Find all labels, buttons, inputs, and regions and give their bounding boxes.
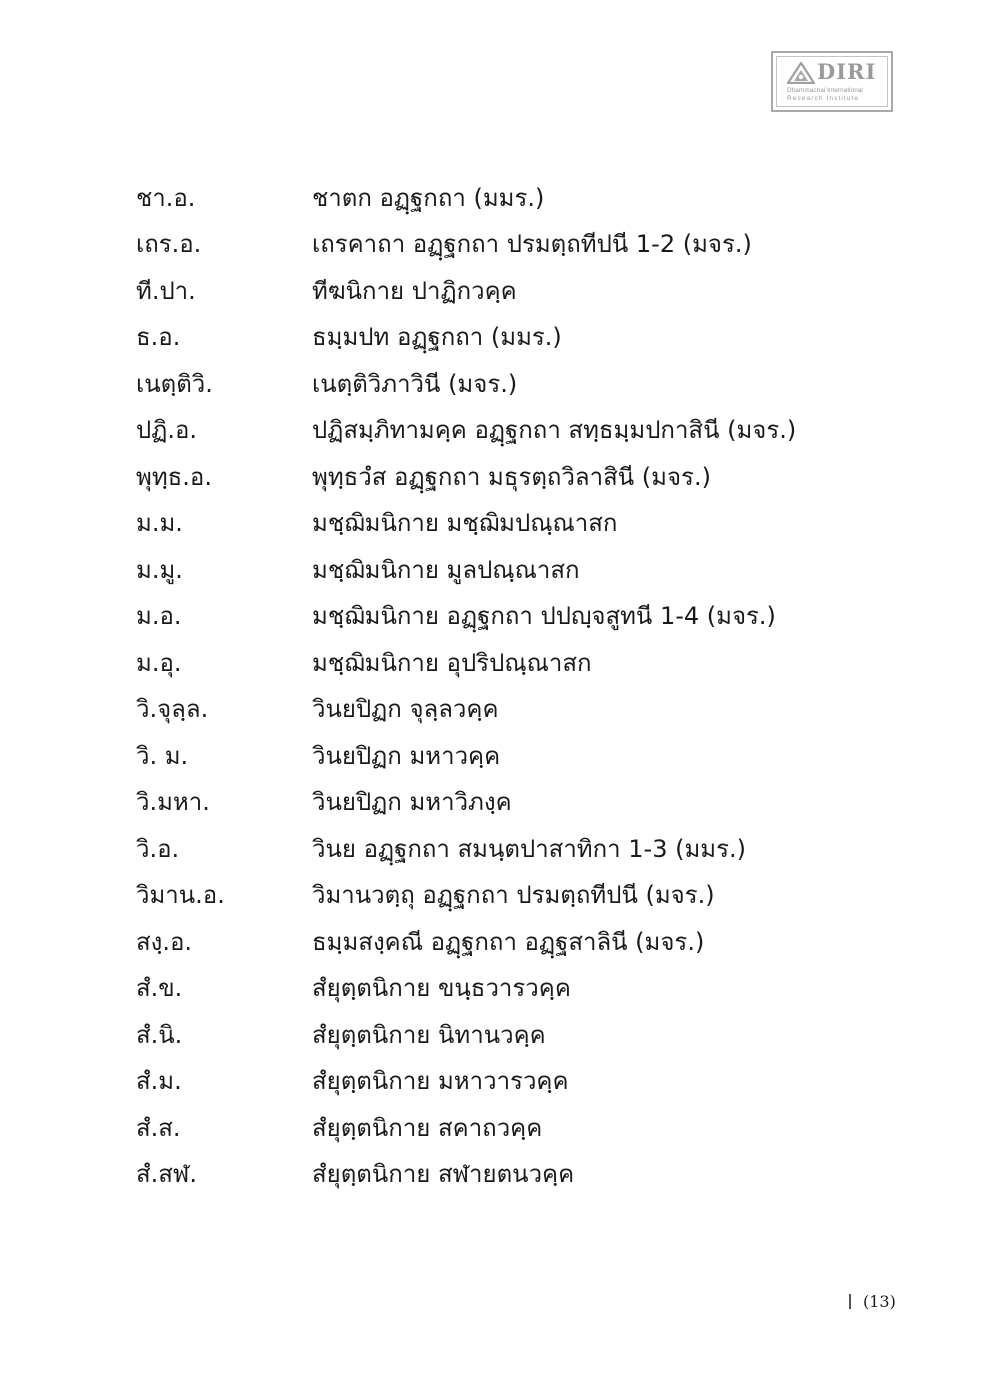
abbreviation-code: ปฏิ.อ. (136, 416, 198, 445)
abbreviation-code: วิมาน.อ. (136, 881, 225, 910)
diri-triangle-icon (787, 62, 815, 84)
abbreviation-row (136, 825, 856, 872)
abbreviation-row (136, 639, 856, 686)
abbreviation-description: มชฺฌิมนิกาย อฏฺฐกถา ปปญฺจสูทนี 1-4 (มจร.) (312, 602, 776, 631)
abbreviation-description: สํยุตฺตนิกาย สฬายตนวคฺค (312, 1160, 575, 1189)
logo-subtitle-line2: Research Institute (787, 95, 860, 102)
abbreviation-description: สํยุตฺตนิกาย ขนฺธวารวคฺค (312, 974, 571, 1003)
abbreviation-row (136, 918, 856, 965)
page-footer (849, 1292, 896, 1311)
abbreviation-code: สงฺ.อ. (136, 927, 193, 956)
abbreviation-row (136, 500, 856, 547)
abbreviation-row (136, 174, 856, 221)
abbreviation-list (136, 174, 856, 1197)
logo-subtitle-line1: Dhammachai International (787, 87, 863, 94)
diri-logo (771, 51, 893, 112)
abbreviation-code: พุทฺธ.อ. (136, 462, 212, 491)
abbreviation-code: ม.อ. (136, 602, 182, 631)
abbreviation-code: เนตฺติวิ. (136, 369, 213, 398)
abbreviation-row (136, 1011, 856, 1058)
abbreviation-code: ม.มู. (136, 555, 183, 584)
abbreviation-row (136, 779, 856, 826)
abbreviation-row (136, 872, 856, 919)
abbreviation-code: วิ. ม. (136, 741, 189, 770)
abbreviation-description: เนตฺติวิภาวินี (มจร.) (312, 369, 518, 398)
abbreviation-row (136, 407, 856, 454)
abbreviation-code: ชา.อ. (136, 183, 196, 212)
abbreviation-code: วิ.มหา. (136, 788, 210, 817)
abbreviation-row (136, 314, 856, 361)
abbreviation-description: ธมฺมปท อฏฺฐกถา (มมร.) (312, 323, 562, 352)
logo-name: DIRI (817, 59, 877, 84)
abbreviation-description: สํยุตฺตนิกาย มหาวารวคฺค (312, 1067, 569, 1096)
abbreviation-description: มชฺฌิมนิกาย มูลปณฺณาสก (312, 555, 580, 584)
abbreviation-code: ธ.อ. (136, 323, 181, 352)
abbreviation-description: วิมานวตฺถุ อฏฺฐกถา ปรมตฺถทีปนี (มจร.) (312, 881, 715, 910)
page-number: (13) (863, 1292, 896, 1311)
abbreviation-description: ธมฺมสงฺคณี อฏฺฐกถา อฏฺฐสาลินี (มจร.) (312, 927, 705, 956)
abbreviation-row (136, 686, 856, 733)
abbreviation-row (136, 1058, 856, 1105)
abbreviation-description: เถรคาถา อฏฺฐกถา ปรมตฺถทีปนี 1-2 (มจร.) (312, 230, 752, 259)
abbreviation-code: สํ.สฬ. (136, 1160, 197, 1189)
abbreviation-row (136, 546, 856, 593)
abbreviation-description: ทีฆนิกาย ปาฏิกวคฺค (312, 276, 517, 305)
abbreviation-row (136, 965, 856, 1012)
abbreviation-code: ที.ปา. (136, 276, 196, 305)
abbreviation-code: ม.ม. (136, 509, 183, 538)
abbreviation-code: สํ.ส. (136, 1113, 181, 1142)
abbreviation-row (136, 1104, 856, 1151)
abbreviation-description: วินย อฏฺฐกถา สมนฺตปาสาทิกา 1-3 (มมร.) (312, 834, 746, 863)
abbreviation-description: ปฏิสมฺภิทามคฺค อฏฺฐกถา สทฺธมฺมปกาสินี (มจร.) (312, 416, 797, 445)
abbreviation-description: สํยุตฺตนิกาย สคาถวคฺค (312, 1113, 543, 1142)
abbreviation-description: วินยปิฏก มหาวคฺค (312, 741, 501, 770)
abbreviation-row (136, 732, 856, 779)
abbreviation-code: สํ.นิ. (136, 1020, 183, 1049)
abbreviation-description: วินยปิฏก มหาวิภงฺค (312, 788, 512, 817)
abbreviation-row (136, 221, 856, 268)
abbreviation-code: เถร.อ. (136, 230, 202, 259)
abbreviation-description: มชฺฌิมนิกาย อุปริปณฺณาสก (312, 648, 592, 677)
page-number-divider (849, 1294, 851, 1309)
abbreviation-row (136, 453, 856, 500)
abbreviation-description: พุทฺธวํส อฏฺฐกถา มธุรตฺถวิลาสินี (มจร.) (312, 462, 711, 491)
abbreviation-row (136, 267, 856, 314)
abbreviation-description: วินยปิฏก จุลฺลวคฺค (312, 695, 499, 724)
abbreviation-description: มชฺฌิมนิกาย มชฺฌิมปณฺณาสก (312, 509, 618, 538)
abbreviation-row (136, 1151, 856, 1198)
abbreviation-row (136, 593, 856, 640)
abbreviation-code: วิ.จุลฺล. (136, 695, 209, 724)
abbreviation-code: วิ.อ. (136, 834, 180, 863)
abbreviation-code: สํ.ข. (136, 974, 183, 1003)
abbreviation-description: สํยุตฺตนิกาย นิทานวคฺค (312, 1020, 546, 1049)
abbreviation-code: ม.อุ. (136, 648, 182, 677)
abbreviation-row (136, 360, 856, 407)
abbreviation-code: สํ.ม. (136, 1067, 182, 1096)
abbreviation-description: ชาตก อฏฺฐกถา (มมร.) (312, 183, 545, 212)
